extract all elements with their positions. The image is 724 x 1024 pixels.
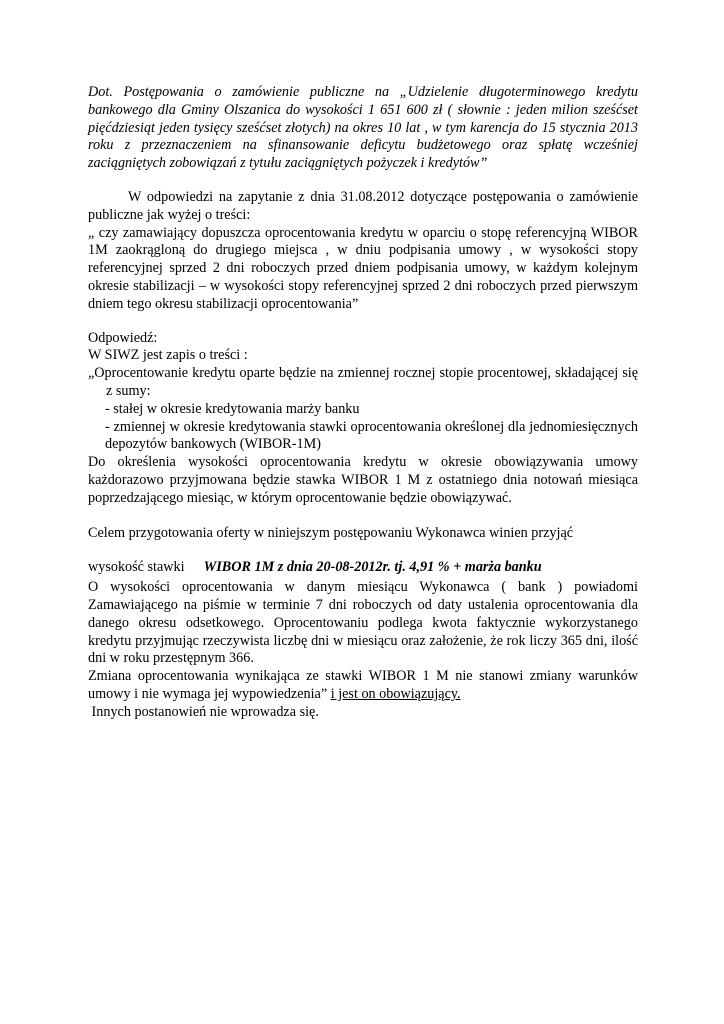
- siwz-item-variable-rate: - zmiennej w okresie kredytowania stawki oprocentowania określonej dla jednomiesięcznych depozytów bankowych (WIBOR-1M): [105, 418, 638, 453]
- rate-value: WIBOR 1M z dnia 20-08-2012r. tj. 4,91 % + marża banku: [203, 559, 542, 576]
- instruction-paragraph: Celem przygotowania oferty w niniejszym postępowaniu Wykonawca winien przyjąć: [88, 524, 574, 541]
- rate-label: wysokość stawki: [88, 559, 185, 576]
- siwz-line: W SIWZ jest zapis o treści :: [88, 347, 248, 364]
- rate-change-paragraph: [88, 668, 638, 704]
- siwz-quote-open: „Oprocentowanie kredytu oparte będzie na zmiennej rocznej stopie procentowej, składającej się z sumy:: [88, 365, 638, 399]
- document-page: [88, 84, 638, 722]
- siwz-item-fixed-margin: - stałej w okresie kredytowania marży banku: [105, 400, 360, 417]
- binding-note: i jest on obowiązujący.: [330, 685, 461, 702]
- siwz-quote: [88, 365, 638, 507]
- rate-line: [88, 559, 638, 577]
- question-quote: „ czy zamawiający dopuszcza oprocentowania kredytu w oparciu o stopę referencyjną WIBOR 1M zaokrągloną do drugiego miejsca , w dniu podpisania umowy , w wysokości stopy referencyjnej sprzed 2 dni roboczych przed dniem podpisania umowy, w każdym kolejnym okresie stabilizacji – w wysokości stopy referencyjnej sprzed 2 dni roboczych przed pierwszym dniem tego okresu stabilizacji oprocentowania”: [88, 224, 638, 312]
- closing-line: Innych postanowień nie wprowadza się.: [88, 703, 319, 720]
- question-lead: W odpowiedzi na zapytanie z dnia 31.08.2012 dotyczące postępowania o zamówienie publiczne jak wyżej o treści:: [88, 188, 638, 223]
- intro-paragraph: Dot. Postępowania o zamówienie publiczne na „Udzielenie długoterminowego kredytu bankowego dla Gminy Olszanica do wysokości 1 651 600 zł ( słownie : jeden milion sześćset pięćdziesiąt jeden tysięcy sześćset złotych) na okres 10 lat , w tym karencja do 15 stycznia 2013 roku z przeznaczeniem na sfinansowanie deficytu budżetowego oraz spłatę wcześniej zaciągniętych zobowiązań z tytułu zaciągniętych pożyczek i kredytów”: [88, 84, 638, 172]
- rate-change-text: Zmiana oprocentowania wynikająca ze stawki WIBOR 1 M nie stanowi zmiany warunków umowy i nie wymaga jej wypowiedzenia”: [88, 668, 638, 702]
- siwz-quote-close: Do określenia wysokości oprocentowania kredytu w okresie obowiązywania umowy każdorazowo przyjmowana będzie stawka WIBOR 1 M z ostatniego dnia notowań miesiąca poprzedzającego miesiąc, w którym oprocentowanie będzie obowiązywać.: [88, 454, 638, 506]
- answer-heading: Odpowiedź:: [88, 329, 158, 346]
- notification-paragraph: O wysokości oprocentowania w danym miesiącu Wykonawca ( bank ) powiadomi Zamawiającego na piśmie w terminie 7 dni roboczych od daty ustalenia oprocentowania dla danego okresu odsetkowego. Oprocentowaniu podlega kwota faktycznie wykorzystanego kredytu przyjmując rzeczywista liczbę dni w miesiącu oraz założenie, że rok liczy 365 dni, ilość dni w roku przestępnym 366.: [88, 579, 638, 667]
